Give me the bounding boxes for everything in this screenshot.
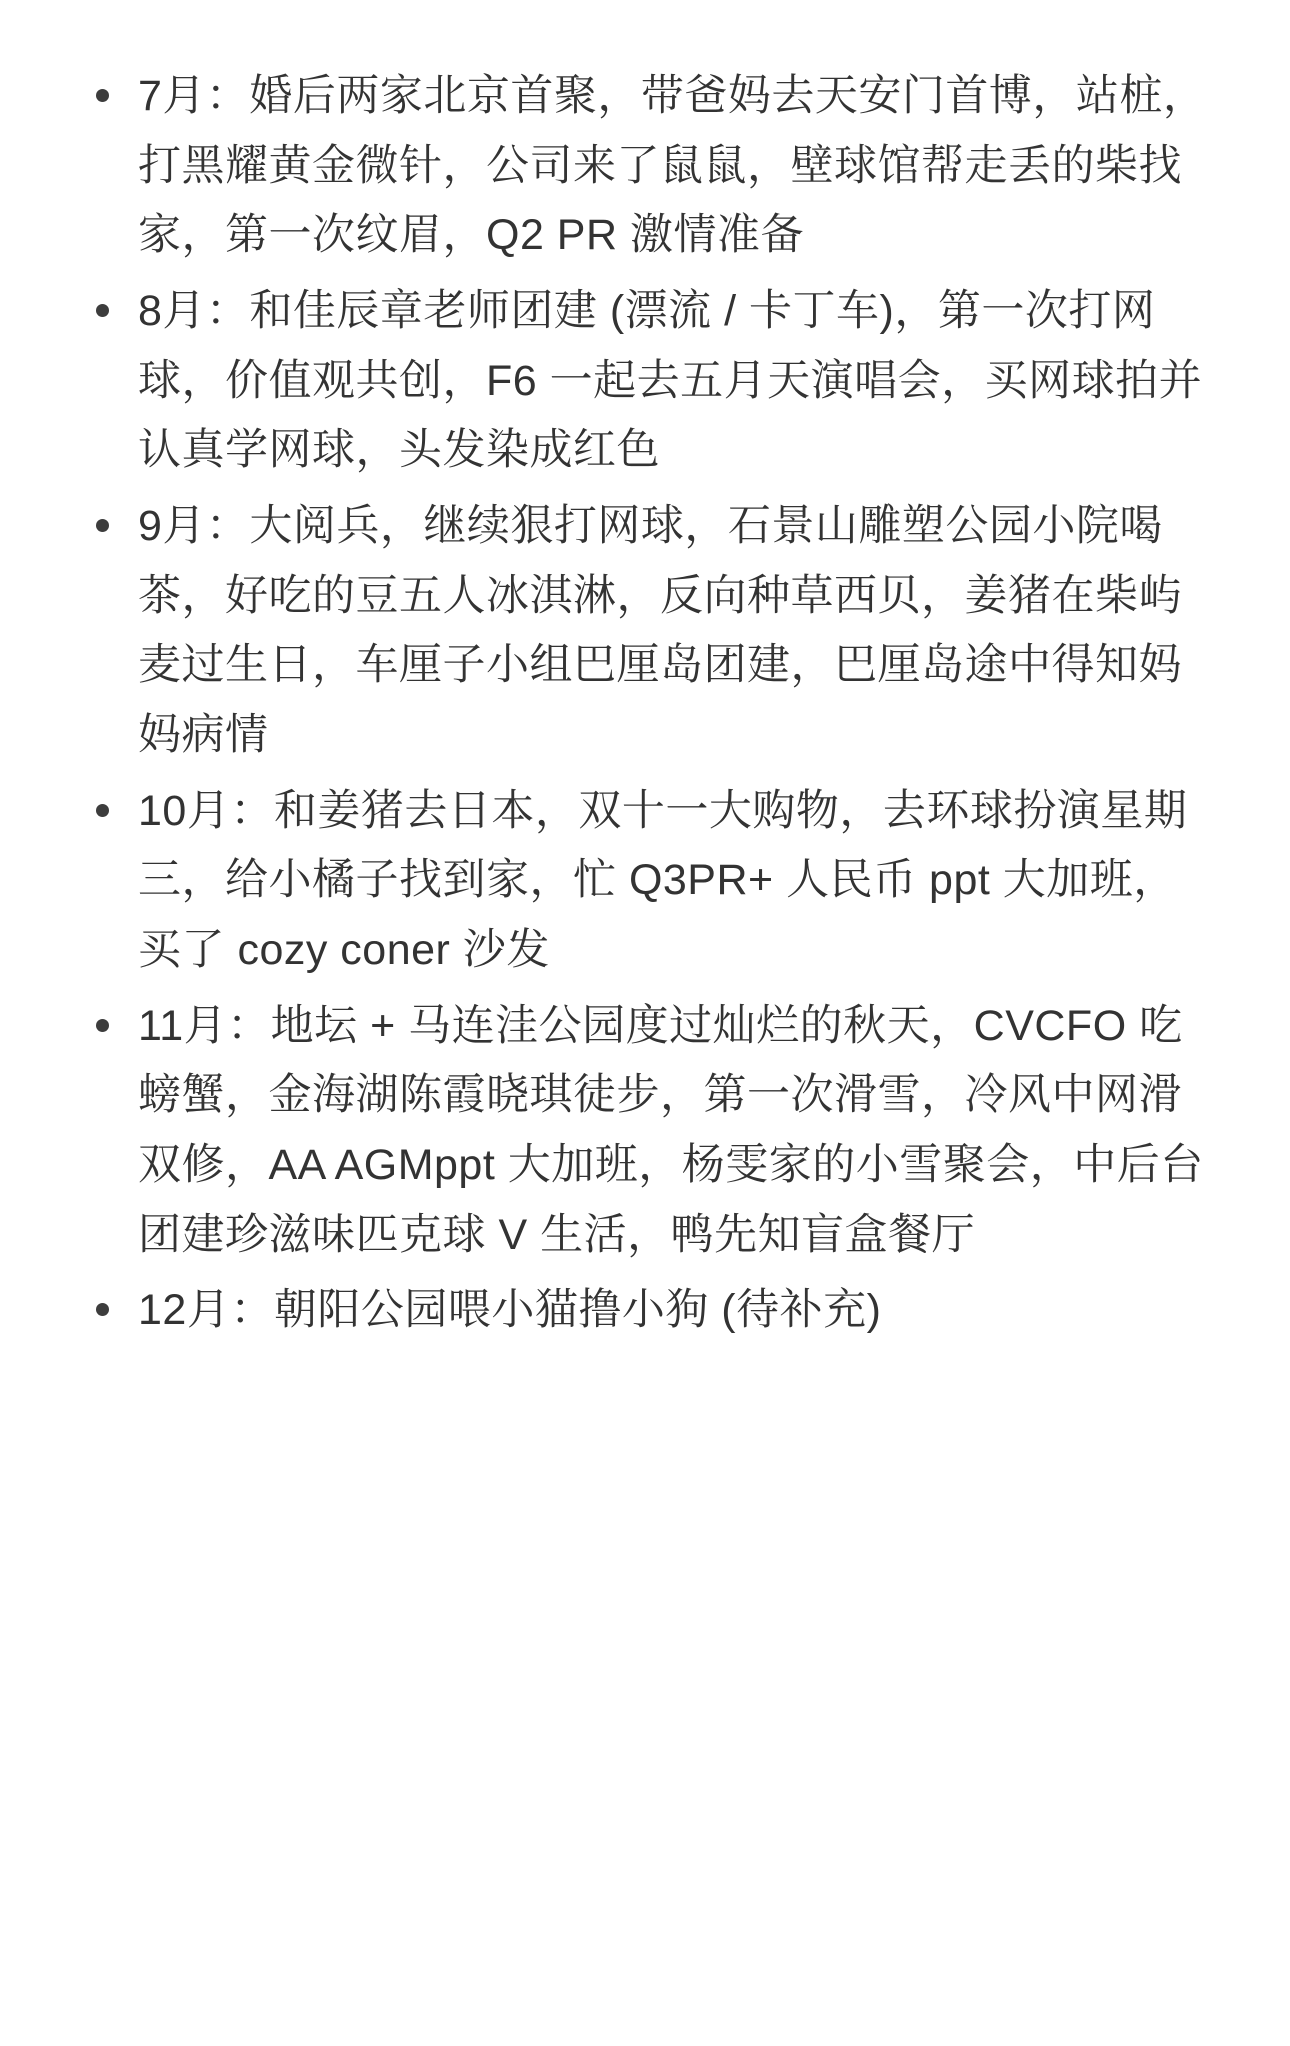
list-item-text: 7月：婚后两家北京首聚，带爸妈去天安门首博，站桩，打黑耀黄金微针，公司来了鼠鼠，壁球馆帮走丢的柴找家，第一次纹眉，Q2 PR 激情准备 xyxy=(138,72,1207,260)
bullet-icon xyxy=(96,519,109,532)
list-item xyxy=(70,992,1220,1271)
bullet-icon xyxy=(96,1303,109,1316)
bullet-icon xyxy=(96,804,109,817)
list-item-text: 11月：地坛 + 马连洼公园度过灿烂的秋天，CVCFO 吃螃蟹，金海湖陈霞晓琪徒步，第一次滑雪，冷风中网滑双修，AA AGMppt 大加班，杨雯家的小雪聚会，中后台团建珍滋味匹克球 V 生活，鸭先知盲盒餐厅 xyxy=(138,1001,1204,1259)
bullet-icon xyxy=(96,304,109,317)
list-item-text: 12月：朝阳公园喂小猫撸小狗 (待补充) xyxy=(138,1286,882,1335)
list-item xyxy=(70,1276,1220,1346)
list-item xyxy=(70,277,1220,486)
bulleted-note-list xyxy=(70,62,1220,1346)
list-item xyxy=(70,777,1220,986)
list-item-text: 9月：大阅兵，继续狠打网球，石景山雕塑公园小院喝茶，好吃的豆五人冰淇淋，反向种草西贝，姜猪在柴屿麦过生日，车厘子小组巴厘岛团建，巴厘岛途中得知妈妈病情 xyxy=(138,501,1182,759)
list-item-text: 10月：和姜猪去日本，双十一大购物，去环球扮演星期三，给小橘子找到家，忙 Q3PR+ 人民币 ppt 大加班，买了 cozy coner 沙发 xyxy=(138,786,1188,974)
bullet-icon xyxy=(96,89,109,102)
list-item xyxy=(70,62,1220,271)
list-item xyxy=(70,492,1220,771)
list-item-text: 8月：和佳辰章老师团建 (漂流 / 卡丁车)，第一次打网球，价值观共创，F6 一起去五月天演唱会，买网球拍并认真学网球，头发染成红色 xyxy=(138,286,1203,475)
bullet-icon xyxy=(96,1019,109,1032)
